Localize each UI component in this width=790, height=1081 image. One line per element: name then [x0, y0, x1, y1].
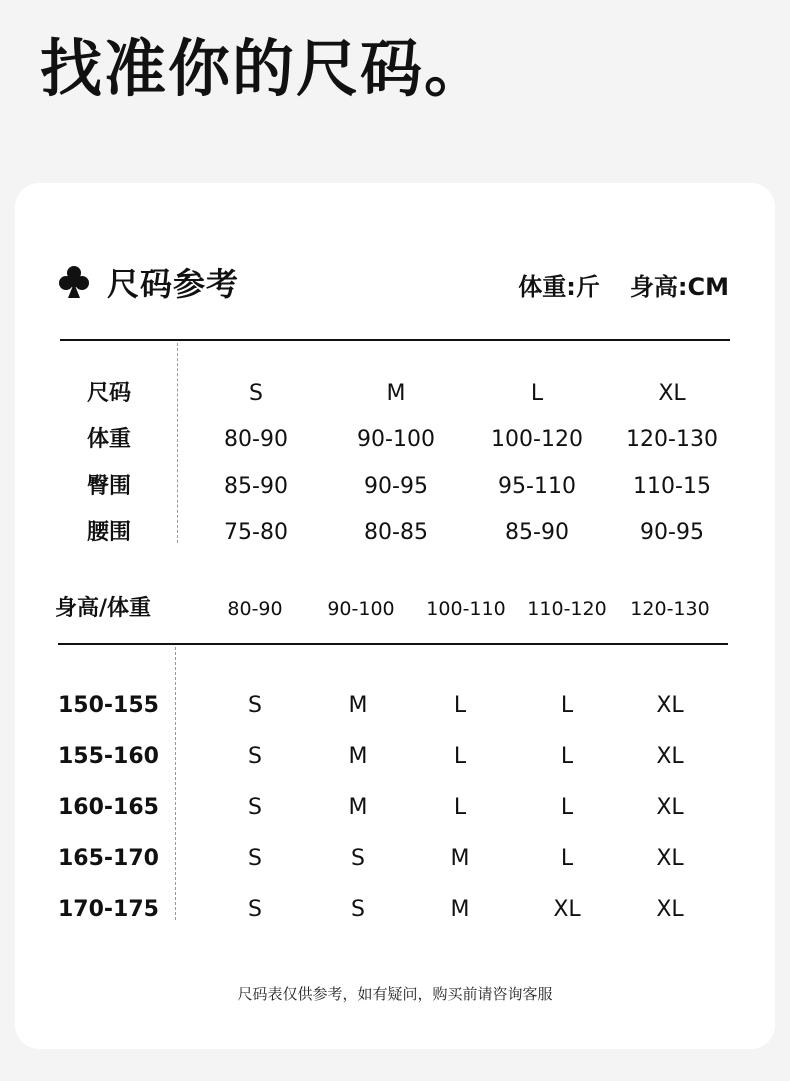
- table-cell: L: [530, 381, 544, 406]
- table2-header: [15, 589, 775, 629]
- table-cell: M: [348, 744, 368, 769]
- column-header: 110-120: [527, 598, 607, 620]
- table-cell: L: [560, 744, 574, 769]
- table-cell: M: [450, 846, 470, 871]
- page-title: 找准你的尺码。: [40, 32, 489, 105]
- table-cell: 90-95: [640, 520, 704, 545]
- unit-legend: [518, 267, 729, 302]
- table-cell: 85-90: [505, 520, 569, 545]
- table-cell: M: [450, 897, 470, 922]
- row-label: 腰围: [87, 520, 132, 545]
- club-icon: [59, 265, 89, 299]
- row-label: 尺码: [87, 381, 132, 406]
- table-cell: S: [351, 846, 365, 871]
- unit-height: 身高:CM: [629, 273, 729, 301]
- column-header: 100-110: [426, 598, 506, 620]
- table-cell: 75-80: [224, 520, 288, 545]
- table-cell: S: [351, 897, 365, 922]
- table-cell: 100-120: [491, 427, 583, 452]
- table-cell: L: [453, 693, 467, 718]
- table-cell: S: [248, 795, 262, 820]
- table-cell: 80-85: [364, 520, 428, 545]
- table-cell: S: [249, 381, 263, 406]
- table-row: [15, 513, 775, 553]
- footnote: 尺码表仅供参考，如有疑问，购买前请咨询客服: [237, 985, 553, 1003]
- table-cell: XL: [656, 744, 684, 769]
- row-label: 臀围: [87, 474, 132, 499]
- table-cell: 90-100: [357, 427, 435, 452]
- table-cell: L: [453, 744, 467, 769]
- size-card: [15, 183, 775, 1049]
- table-cell: XL: [553, 897, 581, 922]
- table-cell: S: [248, 897, 262, 922]
- unit-weight: 体重:斤: [518, 273, 600, 301]
- table-row: [15, 788, 775, 828]
- corner-label: 身高/体重: [55, 596, 152, 621]
- table-row: [15, 374, 775, 414]
- table-cell: XL: [656, 846, 684, 871]
- height-label: 155-160: [58, 744, 159, 769]
- height-label: 160-165: [58, 795, 159, 820]
- table1-top-rule: [60, 339, 730, 341]
- table-row: [15, 890, 775, 930]
- table-cell: S: [248, 846, 262, 871]
- table-cell: XL: [656, 795, 684, 820]
- column-header: 90-100: [327, 598, 395, 620]
- row-label: 体重: [87, 427, 132, 452]
- table-row: [15, 737, 775, 777]
- table-cell: S: [248, 744, 262, 769]
- table-row: [15, 686, 775, 726]
- table-cell: 80-90: [224, 427, 288, 452]
- table-cell: M: [348, 795, 368, 820]
- table-cell: L: [453, 795, 467, 820]
- table-cell: 110-15: [633, 474, 711, 499]
- table-cell: S: [248, 693, 262, 718]
- height-label: 165-170: [58, 846, 159, 871]
- table-cell: L: [560, 846, 574, 871]
- table-cell: 95-110: [498, 474, 576, 499]
- table-cell: 120-130: [626, 427, 718, 452]
- table-cell: L: [560, 795, 574, 820]
- table-cell: 90-95: [364, 474, 428, 499]
- column-header: 80-90: [227, 598, 283, 620]
- section-header: [59, 259, 239, 305]
- table-row: [15, 420, 775, 460]
- table2-top-rule: [58, 643, 728, 645]
- table-cell: XL: [656, 897, 684, 922]
- height-label: 170-175: [58, 897, 159, 922]
- table-cell: 85-90: [224, 474, 288, 499]
- column-header: 120-130: [630, 598, 710, 620]
- height-label: 150-155: [58, 693, 159, 718]
- table-cell: M: [348, 693, 368, 718]
- table-row: [15, 839, 775, 879]
- table-cell: M: [386, 381, 406, 406]
- table-cell: XL: [656, 693, 684, 718]
- section-title: 尺码参考: [107, 265, 240, 303]
- table-cell: XL: [658, 381, 686, 406]
- table-row: [15, 467, 775, 507]
- table-cell: L: [560, 693, 574, 718]
